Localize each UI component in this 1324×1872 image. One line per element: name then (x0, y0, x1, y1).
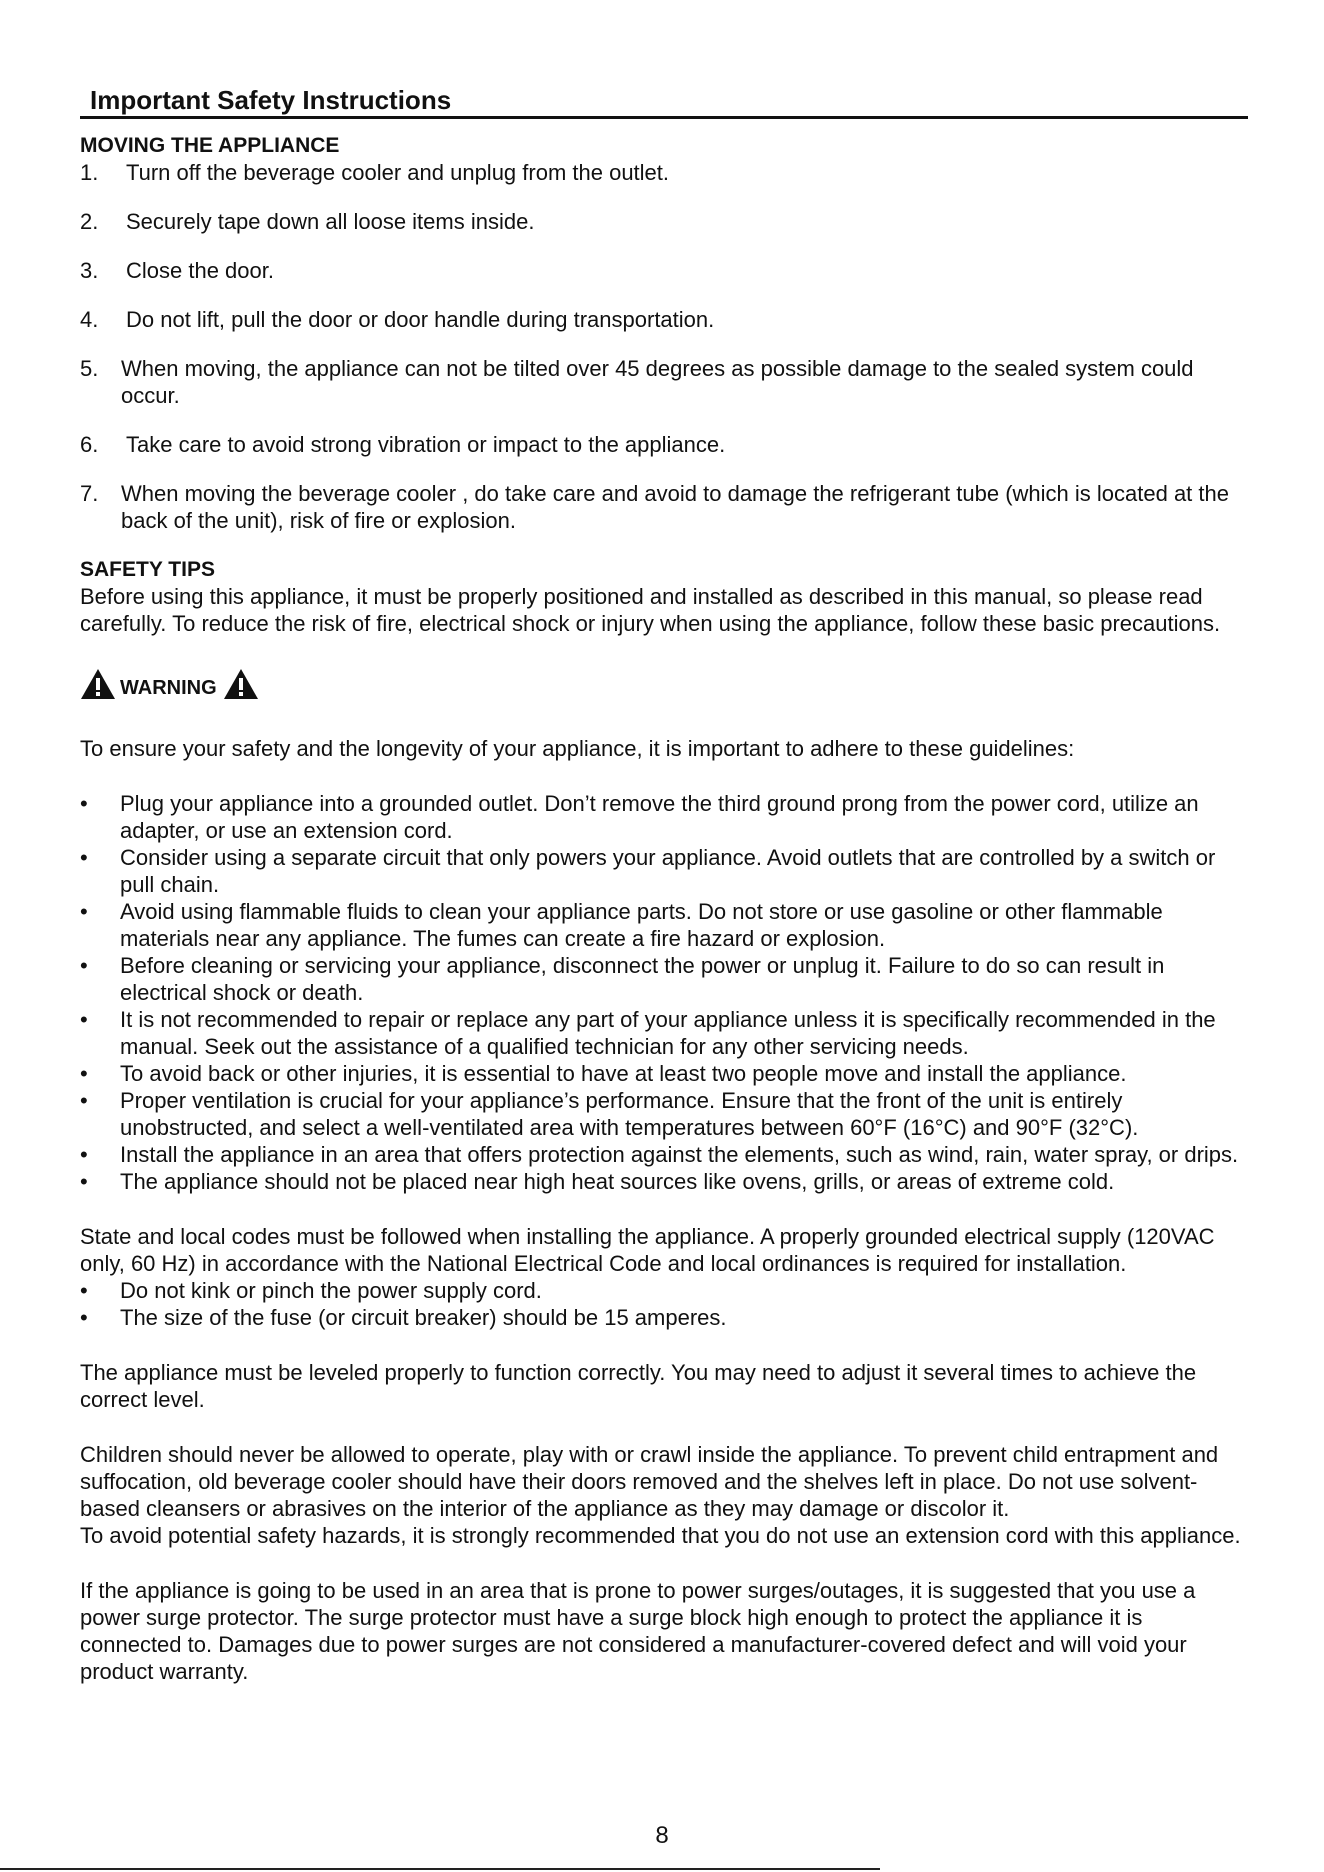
bullet: • (80, 845, 88, 870)
bullet: • (80, 1088, 88, 1113)
list-item (80, 480, 1248, 534)
bullet: • (80, 791, 88, 816)
guideline-text: Proper ventilation is crucial for your appliance’s performance. Ensure that the front of the unit is entirely unobstructed, and select a well-ventilated area with temperatures between 60°F (16°C) and 90°F (32°C). (120, 1088, 1139, 1140)
guidelines-list (80, 790, 1248, 1195)
list-item (80, 355, 1248, 409)
warning-label: WARNING (120, 676, 217, 699)
safety-intro: Before using this appliance, it must be properly positioned and installed as described in this manual, so please read carefully. To reduce the risk of fire, electrical shock or injury when using the appliance, follow these basic precautions. (80, 584, 1221, 636)
warning-banner (80, 667, 1248, 701)
step-number: 5. (80, 356, 99, 381)
guideline-text: It is not recommended to repair or replace any part of your appliance unless it is specifically recommended in the manual. Seek out the assistance of a qualified technician for any other servicing needs. (120, 1007, 1216, 1059)
code-text: Do not kink or pinch the power supply cord. (120, 1278, 542, 1303)
leveling-paragraph: The appliance must be leveled properly to function correctly. You may need to adjust it several times to achieve the correct level. (80, 1360, 1197, 1412)
bullet: • (80, 1061, 88, 1086)
bullet: • (80, 1007, 88, 1032)
page-content (80, 132, 1248, 1685)
title-rule (80, 116, 1248, 119)
guidelines-intro: To ensure your safety and the longevity of your appliance, it is important to adhere to these guidelines: (80, 736, 1075, 761)
codes-paragraph: State and local codes must be followed when installing the appliance. A properly grounded electrical supply (120VAC only, 60 Hz) in accordance with the National Electrical Code and local ordinances is required for installation. (80, 1224, 1215, 1276)
step-number: 3. (80, 258, 99, 283)
safety-heading: SAFETY TIPS (80, 558, 215, 581)
list-item (80, 257, 1248, 284)
list-item (80, 1168, 1248, 1195)
list-item (80, 1006, 1248, 1060)
list-item (80, 1304, 1248, 1331)
step-number: 7. (80, 481, 99, 506)
list-item (80, 1060, 1248, 1087)
extension-paragraph: To avoid potential safety hazards, it is strongly recommended that you do not use an extension cord with this appliance. (80, 1523, 1241, 1548)
step-text: Do not lift, pull the door or door handle during transportation. (126, 307, 715, 332)
list-item (80, 1277, 1248, 1304)
list-item (80, 952, 1248, 1006)
list-item (80, 208, 1248, 235)
bullet: • (80, 1169, 88, 1194)
step-text: Take care to avoid strong vibration or impact to the appliance. (126, 432, 726, 457)
codes-list (80, 1277, 1248, 1331)
guideline-text: The appliance should not be placed near high heat sources like ovens, grills, or areas of extreme cold. (120, 1169, 1115, 1194)
bullet: • (80, 953, 88, 978)
step-number: 2. (80, 209, 99, 234)
step-number: 1. (80, 160, 99, 185)
guideline-text: To avoid back or other injuries, it is essential to have at least two people move and install the appliance. (120, 1061, 1127, 1086)
step-text: When moving, the appliance can not be tilted over 45 degrees as possible damage to the sealed system could occur. (121, 356, 1194, 408)
children-paragraph: Children should never be allowed to operate, play with or crawl inside the appliance. To prevent child entrapment and suffocation, old beverage cooler should have their doors removed and the shelves left in place. Do not use solvent-based cleansers or abrasives on the interior of the appliance as they may damage or discolor it. (80, 1442, 1219, 1521)
bullet: • (80, 899, 88, 924)
moving-heading: MOVING THE APPLIANCE (80, 134, 340, 157)
step-number: 4. (80, 307, 99, 332)
warning-triangle-icon (80, 668, 116, 700)
moving-steps (80, 159, 1248, 534)
step-text: Turn off the beverage cooler and unplug from the outlet. (126, 160, 670, 185)
guideline-text: Before cleaning or servicing your appliance, disconnect the power or unplug it. Failure to do so can result in electrical shock or death. (120, 953, 1165, 1005)
surge-paragraph: If the appliance is going to be used in an area that is prone to power surges/outages, it is suggested that you use a power surge protector. The surge protector must have a surge block high enough to protect the appliance it is connected to. Damages due to power surges are not considered a manufacturer-covered defect and will void your product warranty. (80, 1578, 1196, 1684)
step-text: Securely tape down all loose items inside. (126, 209, 535, 234)
list-item (80, 1141, 1248, 1168)
step-number: 6. (80, 432, 99, 457)
list-item (80, 790, 1248, 844)
bullet: • (80, 1278, 88, 1303)
list-item (80, 898, 1248, 952)
list-item (80, 431, 1248, 458)
list-item (80, 159, 1248, 186)
page-title: Important Safety Instructions (90, 85, 452, 115)
guideline-text: Install the appliance in an area that offers protection against the elements, such as wind, rain, water spray, or drips. (120, 1142, 1239, 1167)
bullet: • (80, 1305, 88, 1330)
warning-triangle-icon (223, 668, 259, 700)
list-item (80, 1087, 1248, 1141)
code-text: The size of the fuse (or circuit breaker) should be 15 amperes. (120, 1305, 727, 1330)
guideline-text: Plug your appliance into a grounded outlet. Don’t remove the third ground prong from the power cord, utilize an adapter, or use an extension cord. (120, 791, 1199, 843)
guideline-text: Consider using a separate circuit that only powers your appliance. Avoid outlets that are controlled by a switch or pull chain. (120, 845, 1216, 897)
bottom-rule (0, 1868, 880, 1870)
page-number: 8 (655, 1822, 669, 1849)
list-item (80, 844, 1248, 898)
guideline-text: Avoid using flammable fluids to clean your appliance parts. Do not store or use gasoline or other flammable materials near any appliance. The fumes can create a fire hazard or explosion. (120, 899, 1163, 951)
step-text: Close the door. (126, 258, 274, 283)
step-text: When moving the beverage cooler , do take care and avoid to damage the refrigerant tube (which is located at the back of the unit), risk of fire or explosion. (121, 481, 1229, 533)
list-item (80, 306, 1248, 333)
bullet: • (80, 1142, 88, 1167)
